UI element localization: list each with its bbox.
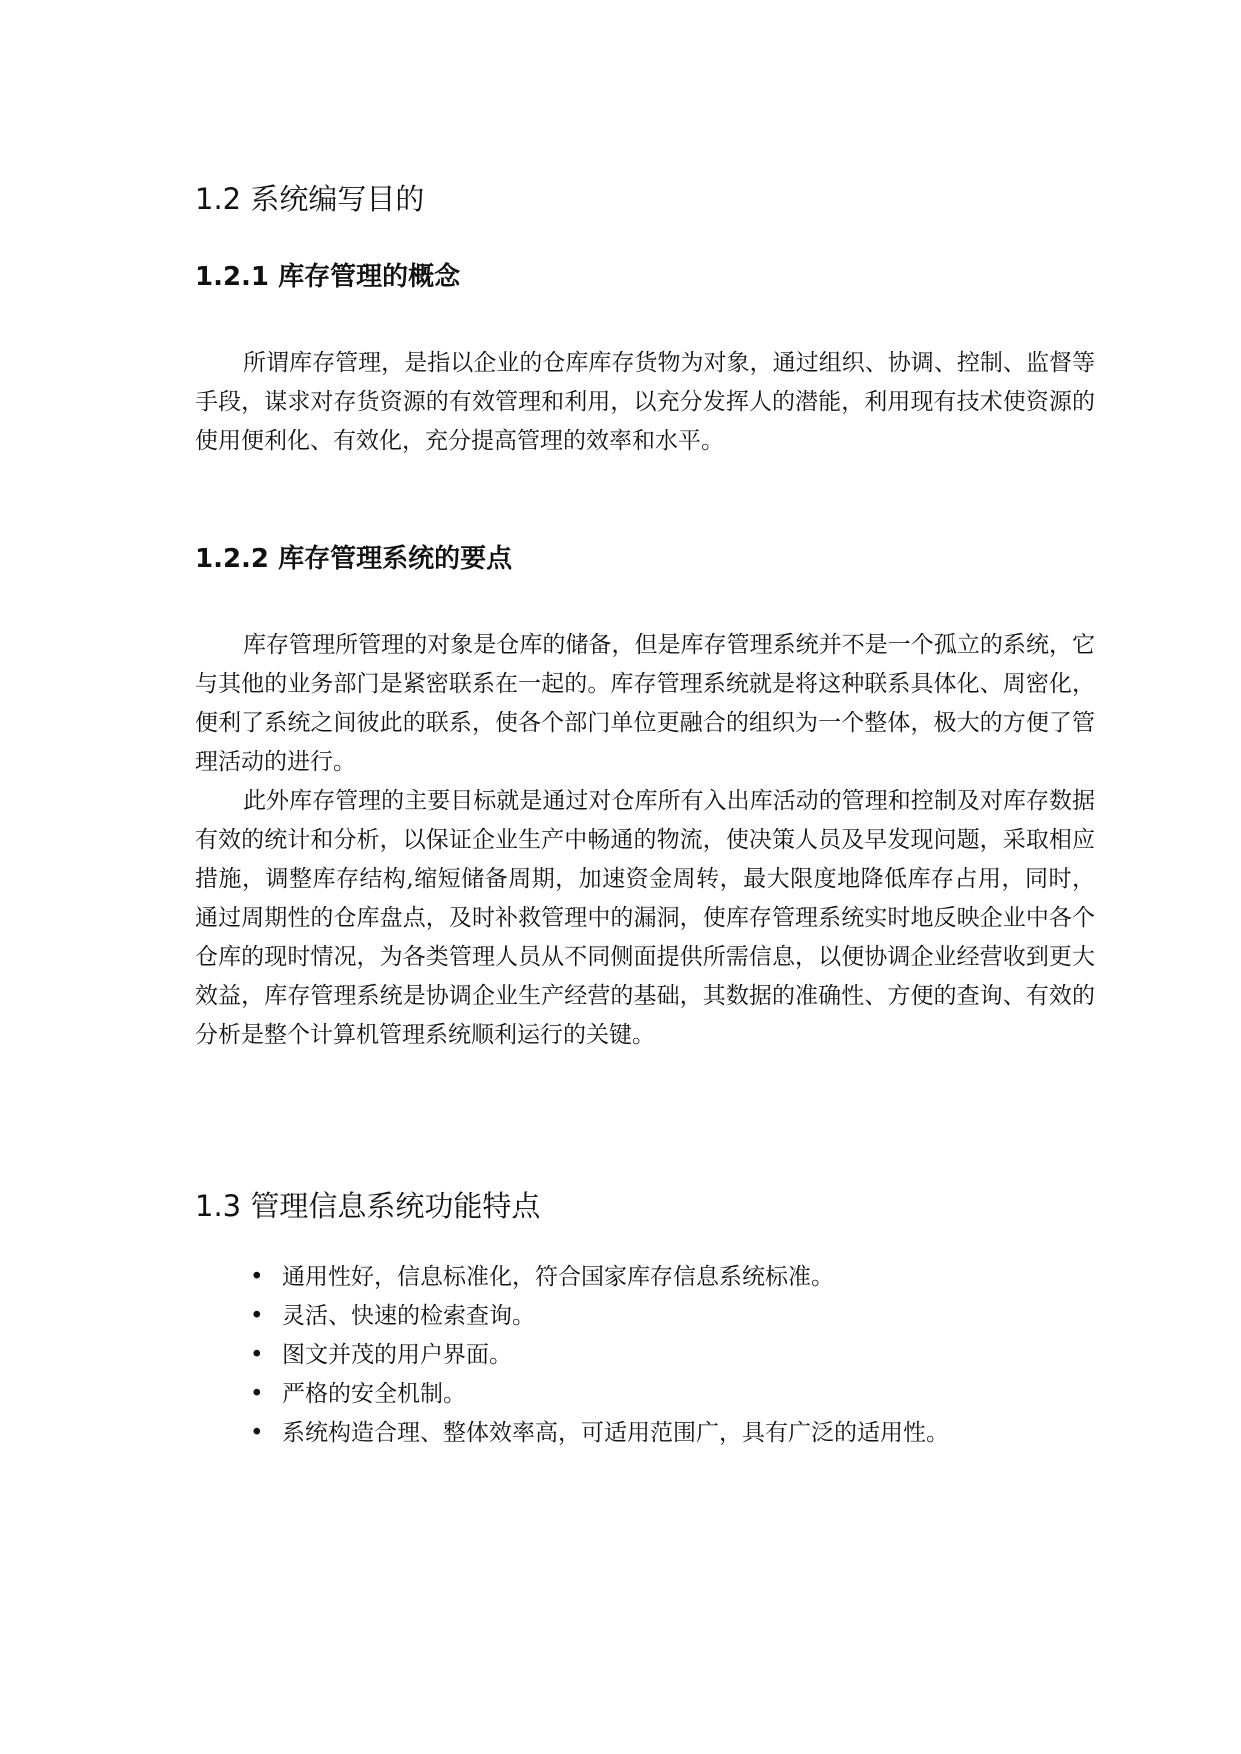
list-item-text: 灵活、快速的检索查询。	[282, 1303, 535, 1329]
list-item-text: 系统构造合理、整体效率高，可适用范围广，具有广泛的适用性。	[282, 1420, 949, 1446]
paragraph-system-goals: 此外库存管理的主要目标就是通过对仓库所有入出库活动的管理和控制及对库存数据有效的统计和分析，以保证企业生产中畅通的物流，使决策人员及早发现问题，采取相应措施，调整库存结构,缩短储备周期，加速资金周转，最大限度地降低库存占用，同时，通过周期性的仓库盘点，及时补救管理中的漏洞，使库存管理系统实时地反映企业中各个仓库的现时情况，为各类管理人员从不同侧面提供所需信息，以便协调企业经营收到更大效益，库存管理系统是协调企业生产经营的基础，其数据的准确性、方便的查询、有效的分析是整个计算机管理系统顺利运行的关键。	[195, 788, 1095, 1048]
bullet-icon: •	[250, 1381, 264, 1407]
list-item-text: 严格的安全机制。	[282, 1381, 466, 1407]
feature-list	[250, 1258, 949, 1453]
list-item-text: 图文并茂的用户界面。	[282, 1342, 512, 1368]
section-heading-1-3: 1.3 管理信息系统功能特点	[195, 1189, 541, 1223]
subsection-heading-1-2-2: 1.2.2 库存管理系统的要点	[195, 544, 513, 574]
bullet-icon: •	[250, 1342, 264, 1368]
paragraph-inventory-concept: 所谓库存管理，是指以企业的仓库库存货物为对象，通过组织、协调、控制、监督等手段，谋求对存货资源的有效管理和利用，以充分发挥人的潜能，利用现有技术使资源的使用便利化、有效化，充分提高管理的效率和水平。	[195, 350, 1095, 454]
list-item	[250, 1336, 949, 1375]
list-item	[250, 1414, 949, 1453]
paragraph-system-essentials: 库存管理所管理的对象是仓库的储备，但是库存管理系统并不是一个孤立的系统，它与其他的业务部门是紧密联系在一起的。库存管理系统就是将这种联系具体化、周密化，便利了系统之间彼此的联系，使各个部门单位更融合的组织为一个整体，极大的方便了管理活动的进行。	[195, 632, 1095, 775]
section-heading-1-2: 1.2 系统编写目的	[195, 182, 425, 216]
bullet-icon: •	[250, 1264, 264, 1290]
list-item	[250, 1375, 949, 1414]
bullet-icon: •	[250, 1420, 264, 1446]
bullet-icon: •	[250, 1303, 264, 1329]
list-item-text: 通用性好，信息标准化，符合国家库存信息系统标准。	[282, 1264, 834, 1290]
list-item	[250, 1297, 949, 1336]
list-item	[250, 1258, 949, 1297]
subsection-heading-1-2-1: 1.2.1 库存管理的概念	[195, 262, 461, 292]
